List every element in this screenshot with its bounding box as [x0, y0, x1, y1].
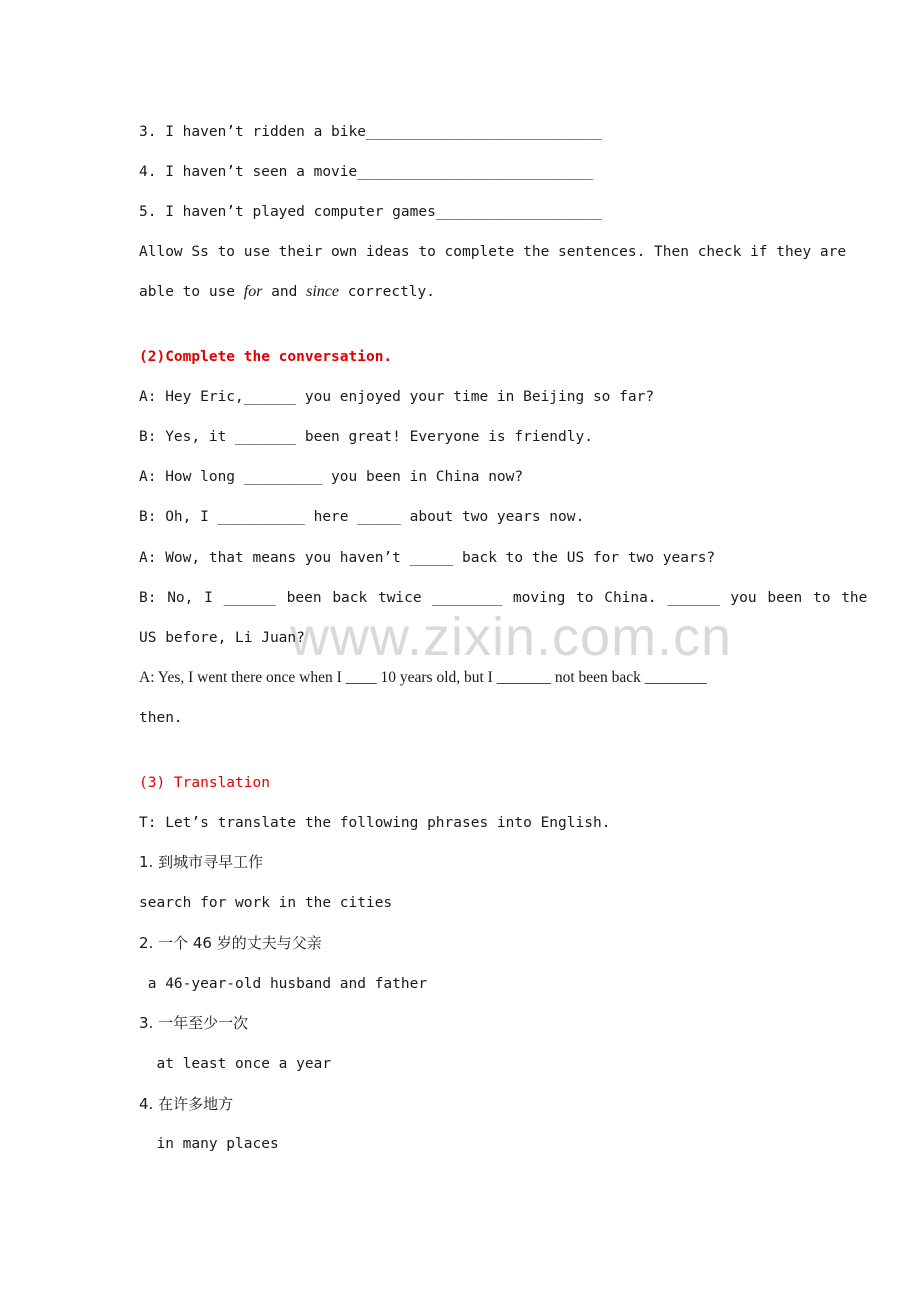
teacher-note-line-2 [139, 282, 435, 302]
dialogue-line: A: Wow, that means you haven’t _____ back to the US for two years? [139, 550, 716, 566]
translation-item-3-chinese: 3. 一年至少一次 [139, 1014, 249, 1032]
dialogue-line: B: Oh, I __________ here _____ about two years now. [139, 509, 585, 525]
dialogue-line: US before, Li Juan? [139, 630, 305, 646]
dialogue-line: A: Hey Eric,______ you enjoyed your time in Beijing so far? [139, 389, 655, 405]
exercise-item-4: 4. I haven’t seen a movie___________________________ [139, 164, 593, 180]
dialogue-line: then. [139, 710, 183, 726]
note-text: correctly. [338, 284, 435, 300]
dialogue-line: B: Yes, it _______ been great! Everyone is friendly. [139, 429, 593, 445]
translation-item-1-chinese: 1. 到城市寻早工作 [139, 853, 264, 871]
translation-item-2-english: a 46-year-old husband and father [139, 976, 428, 992]
translation-item-3-english: at least once a year [139, 1056, 332, 1072]
note-for: for [243, 283, 263, 300]
note-text: and [262, 284, 307, 300]
dialogue-line: A: How long _________ you been in China now? [139, 469, 524, 485]
translation-item-4-english: in many places [139, 1136, 279, 1152]
watermark: www.zixin.com.cn [290, 607, 733, 667]
section-heading-translation: (3) Translation [139, 775, 270, 791]
note-text: able to use [139, 284, 244, 300]
dialogue-line: A: Yes, I went there once when I ____ 10 years old, but I _______ not been back ________ [139, 669, 707, 686]
translation-item-1-english: search for work in the cities [139, 895, 393, 911]
translation-intro: T: Let’s translate the following phrases into English. [139, 815, 611, 831]
exercise-item-3: 3. I haven’t ridden a bike___________________________ [139, 124, 602, 140]
translation-item-2-chinese: 2. 一个 46 岁的丈夫与父亲 [139, 934, 322, 952]
dialogue-line: B: No, I ______ been back twice ________ moving to China. ______ you been to the [139, 590, 868, 606]
section-heading-conversation: (2)Complete the conversation. [139, 349, 393, 365]
exercise-item-5: 5. I haven’t played computer games___________________ [139, 204, 602, 220]
translation-item-4-chinese: 4. 在许多地方 [139, 1095, 234, 1113]
note-since: since [306, 283, 339, 300]
teacher-note-line-1: Allow Ss to use their own ideas to complete the sentences. Then check if they are [139, 244, 847, 260]
